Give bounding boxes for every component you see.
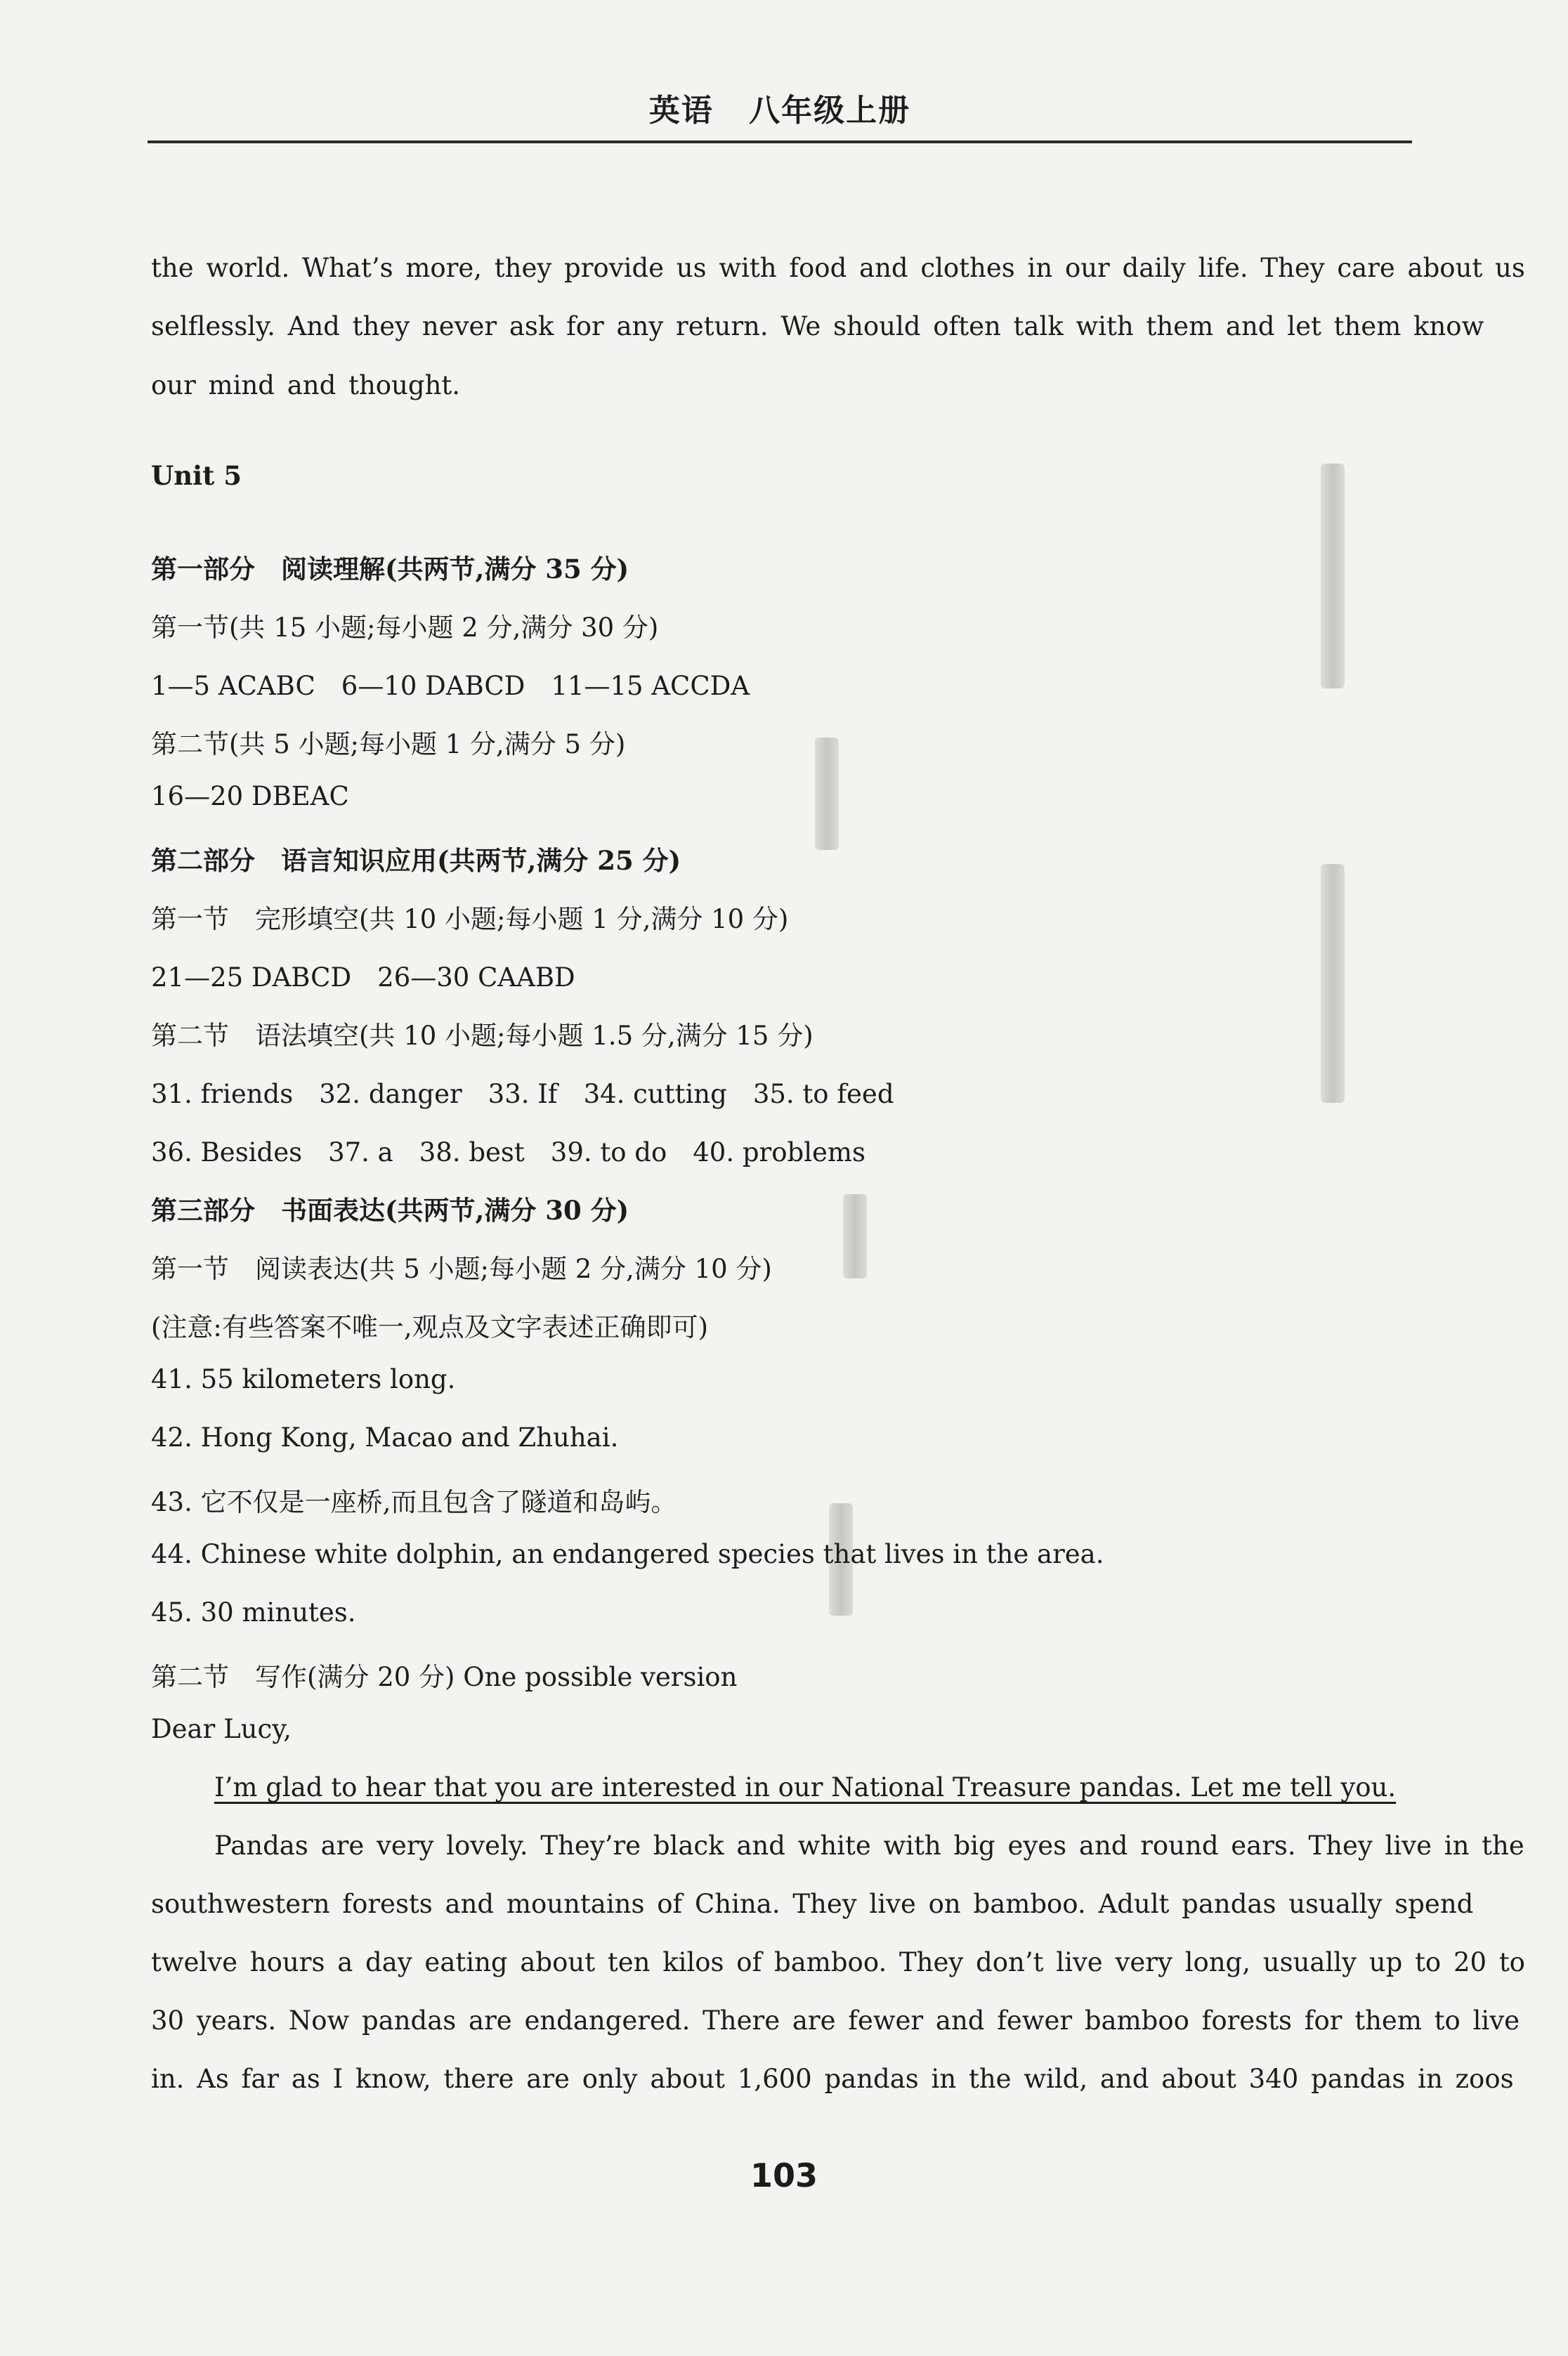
scan-artifact	[1321, 864, 1345, 1103]
underlined-topic-sentence: I’m glad to hear that you are interested in our National Treasure pandas. Let me tell you.	[214, 1772, 1397, 1802]
answer-line: 1—5 ACABC 6—10 DABCD 11—15 ACCDA	[151, 671, 750, 701]
letter-salutation: Dear Lucy,	[151, 1714, 292, 1744]
answer-line: 42. Hong Kong, Macao and Zhuhai.	[151, 1422, 619, 1453]
answer-line: 45. 30 minutes.	[151, 1597, 356, 1628]
subsection-heading: 第二节(共 5 小题;每小题 1 分,满分 5 分)	[151, 729, 626, 759]
essay-line: Pandas are very lovely. They’re black and white with big eyes and round ears. They live in the	[214, 1831, 1524, 1861]
subsection-heading: 第二节 写作(满分 20 分) One possible version	[151, 1662, 738, 1692]
answer-line: 16—20 DBEAC	[151, 781, 349, 811]
header-subject: 英语	[648, 93, 714, 129]
answer-line: 36. Besides 37. a 38. best 39. to do 40. problems	[151, 1137, 865, 1167]
essay-line: in. As far as I know, there are only about 1,600 pandas in the wild, and about 340 pandas in zoos	[151, 2064, 1514, 2094]
section-heading: 第二部分 语言知识应用(共两节,满分 25 分)	[151, 845, 681, 876]
essay-line: southwestern forests and mountains of China. They live on bamboo. Adult pandas usually spend	[151, 1889, 1474, 1919]
subsection-heading: 第一节 完形填空(共 10 小题;每小题 1 分,满分 10 分)	[151, 904, 789, 934]
scan-artifact	[843, 1194, 867, 1278]
answer-line: 43. 它不仅是一座桥,而且包含了隧道和岛屿。	[151, 1487, 677, 1517]
page-number: 103	[750, 2157, 818, 2194]
subsection-heading: 第二节 语法填空(共 10 小题;每小题 1.5 分,满分 15 分)	[151, 1021, 814, 1051]
scan-artifact	[815, 738, 839, 850]
scan-artifact	[1321, 464, 1345, 688]
note-line: (注意:有些答案不唯一,观点及文字表述正确即可)	[151, 1312, 709, 1342]
page-header	[148, 90, 1412, 143]
intro-line-1: the world. What’s more, they provide us with food and clothes in our daily life. They care about us	[151, 253, 1525, 283]
section-heading: 第三部分 书面表达(共两节,满分 30 分)	[151, 1195, 629, 1226]
section-heading: 第一部分 阅读理解(共两节,满分 35 分)	[151, 554, 629, 584]
subsection-heading: 第一节(共 15 小题;每小题 2 分,满分 30 分)	[151, 613, 659, 643]
subsection-heading: 第一节 阅读表达(共 5 小题;每小题 2 分,满分 10 分)	[151, 1254, 772, 1284]
essay-line: twelve hours a day eating about ten kilos of bamboo. They don’t live very long, usually up to 20 to	[151, 1947, 1525, 1977]
answer-line: 21—25 DABCD 26—30 CAABD	[151, 962, 575, 993]
header-grade: 八年级上册	[749, 93, 911, 129]
intro-line-3: our mind and thought.	[151, 370, 461, 400]
essay-line: 30 years. Now pandas are endangered. There are fewer and fewer bamboo forests for them to live	[151, 2005, 1520, 2036]
intro-line-2: selflessly. And they never ask for any return. We should often talk with them and let them know	[151, 311, 1484, 341]
answer-line: 41. 55 kilometers long.	[151, 1364, 456, 1394]
answer-line: 44. Chinese white dolphin, an endangered species that lives in the area.	[151, 1539, 1104, 1569]
answer-line: 31. friends 32. danger 33. If 34. cutting 35. to feed	[151, 1079, 894, 1109]
unit-title: Unit 5	[151, 460, 242, 491]
